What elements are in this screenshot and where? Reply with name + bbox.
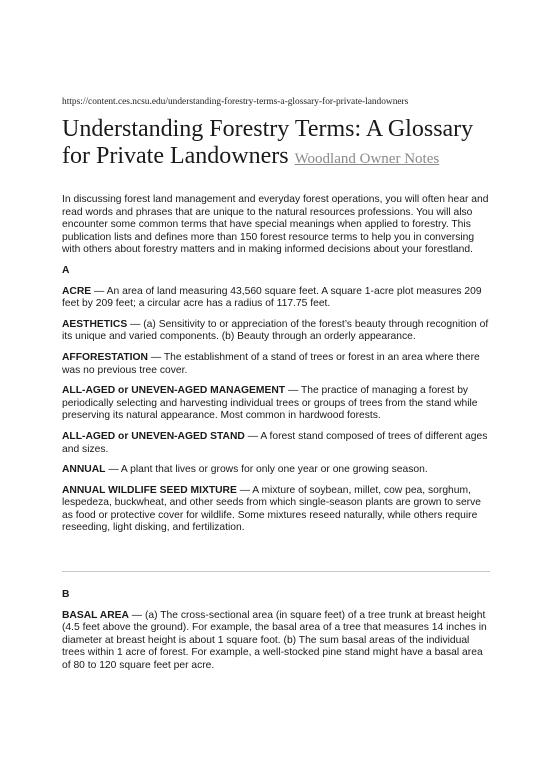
entry-term: AFFORESTATION [62,351,148,363]
entry-definition: — (a) The cross-sectional area (in square feet) of a tree trunk at breast height (4.5 feet above the ground). For example, the basal area of a tree that measures 14 inches in diameter at breast height is about 1 square foot. (b) The sum basal areas of the individual trees within 1 acre of forest. For example, a well-stocked pine stand might have a basal area of 80 to 120 square feet per acre. [62,609,487,671]
entry-definition: — A forest stand composed of trees of different ages and sizes. [62,430,488,455]
entry-term: ANNUAL [62,464,106,476]
entry-definition: — An area of land measuring 43,560 square feet. A square 1-acre plot measures 209 feet by 209 feet; a circular acre has a radius of 117.75 feet. [62,285,482,310]
entry-term: ALL-AGED or UNEVEN-AGED MANAGEMENT [62,385,286,397]
entry-term: AESTHETICS [62,318,128,330]
entry-definition: — (a) Sensitivity to or appreciation of the forest’s beauty through recognition of its unique and varied components. (b) Beauty through an orderly appearance. [62,318,489,343]
entry-term: BASAL AREA [62,609,129,621]
entry-term: ACRE [62,285,92,297]
subtitle-link[interactable]: Woodland Owner Notes [294,151,440,167]
entry-definition: — The establishment of a stand of trees or forest in an area where there was no previous tree cover. [62,351,480,376]
glossary-entry-annual-wildlife-seed-mixture [62,485,490,535]
title-text: Understanding Forestry Terms: A Glossary for Private Landowners [62,116,474,169]
glossary-entry-annual [62,464,490,477]
section-letter-b: B [62,589,70,600]
entry-definition: — A mixture of soybean, millet, cow pea, sorghum, lespedeza, buckwheat, and other seeds from which single-season plants are grown to serve as food or protective cover for wildlife. Some mixtures reseed naturally, while others require reseeding, light disking, and fertilization. [62,484,481,534]
glossary-entry-aesthetics [62,319,490,344]
entry-term: ANNUAL WILDLIFE SEED MIXTURE [62,484,237,496]
glossary-entry-afforestation [62,352,490,377]
entry-definition: — A plant that lives or grows for only one year or one growing season. [105,464,428,476]
section-b-body [62,589,490,681]
glossary-entry-all-aged-stand [62,431,490,456]
glossary-entry-acre [62,286,490,311]
section-letter-a: A [62,264,70,276]
entry-definition: — The practice of managing a forest by periodically selecting and harvesting individual trees or groups of trees from the stand while preserving its natural appearance. Most common in hardwood forests. [62,385,478,422]
glossary-entry-basal-area [62,610,490,673]
page-title [62,116,502,173]
section-divider [62,571,490,572]
glossary-entry-all-aged-management [62,385,490,423]
intro-paragraph: In discussing forest land management and everyday forest operations, you will often hear and read words and phrases that are unique to the natural resources professions. You will also encounter some common terms that have special meanings when applied to forestry. This publication lists and defines more than 150 forest resource terms to help you in conversing with others about forestry matters and in making informed decisions about your forestland. [62,194,489,256]
source-url: https://content.ces.ncsu.edu/understanding-forestry-terms-a-glossary-for-private-landowners [62,97,409,107]
entry-term: ALL-AGED or UNEVEN-AGED STAND [62,430,245,442]
section-a-body [62,194,490,543]
